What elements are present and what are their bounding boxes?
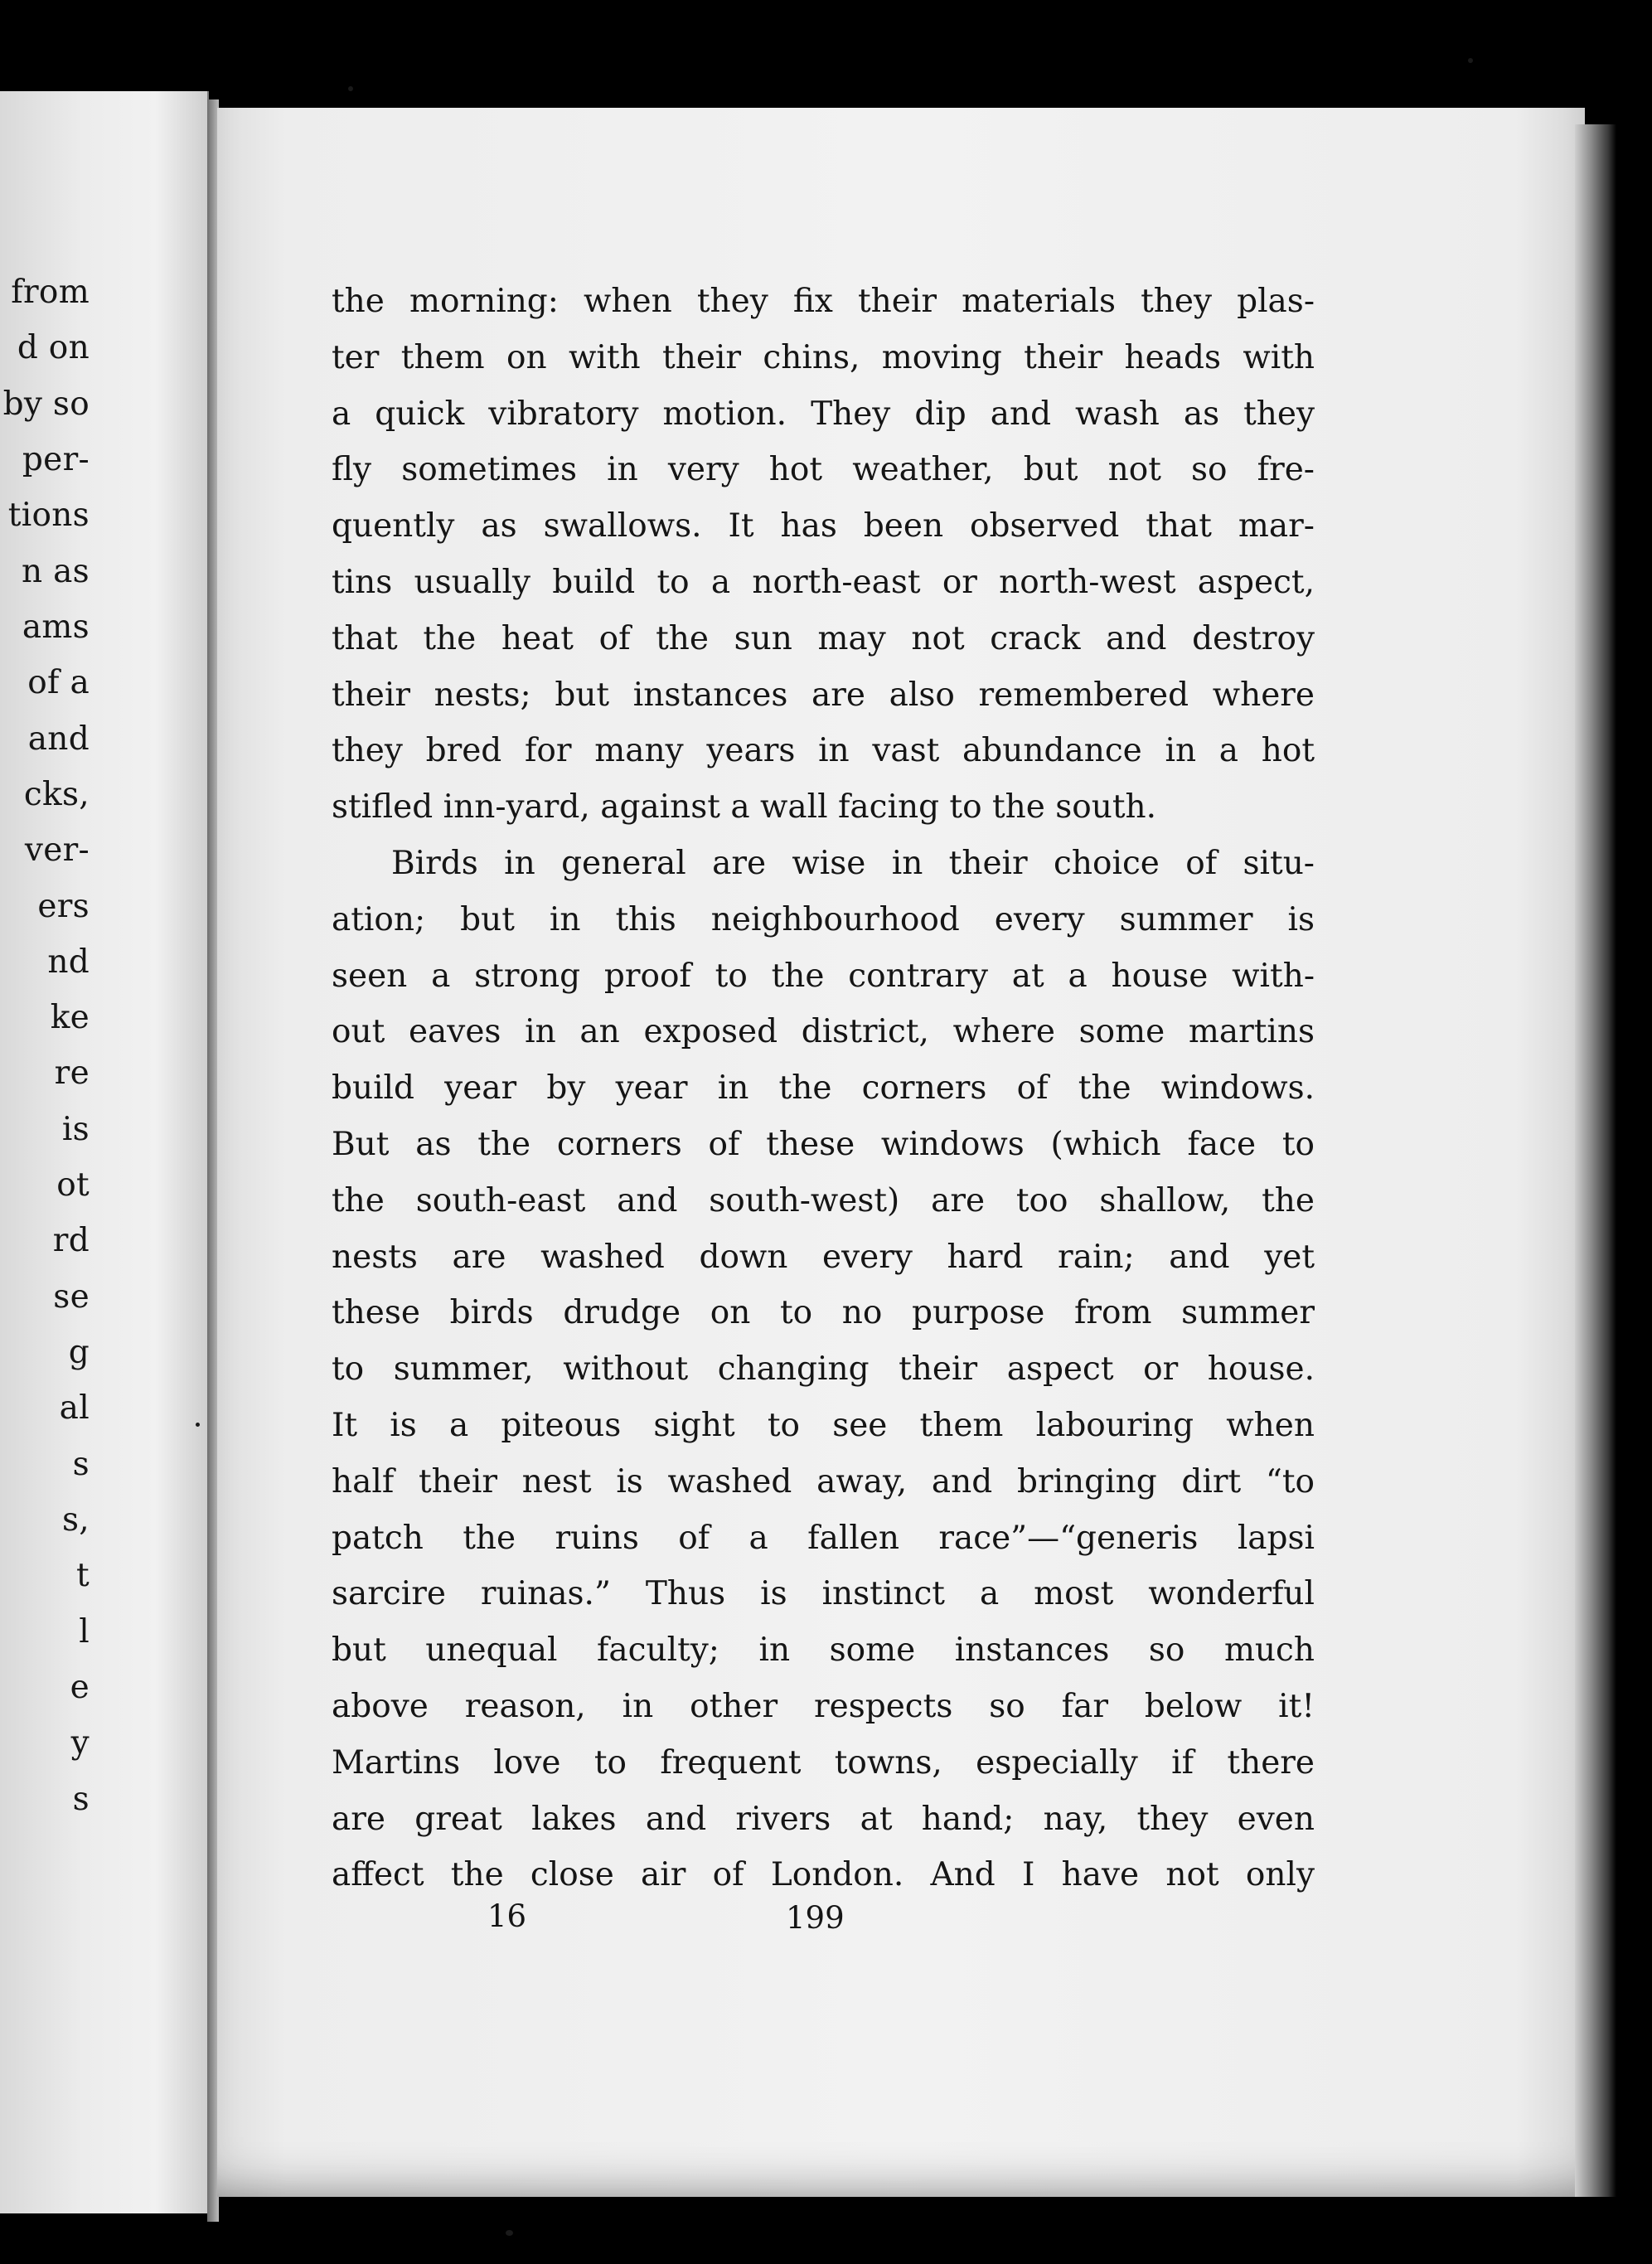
left-line-18: rd [52,1222,90,1259]
left-line-23: s, [61,1501,90,1539]
left-line-19: se [53,1278,90,1316]
left-line-5: tions [7,497,90,534]
text-line-20: to summer, without changing their aspect or house. [332,1350,1315,1389]
text-line-4: fly sometimes in very hot weather, but not so fre- [332,451,1315,489]
page-edge-shadow [1575,124,1616,2197]
left-line-10: cks, [23,776,90,813]
left-line-4: per- [22,441,90,478]
left-line-8: of a [27,664,90,701]
text-line-24: sarcire ruinas.” Thus is instinct a most wonderful [332,1575,1315,1613]
text-line-25: but unequal faculty; in some instances so much [332,1631,1315,1670]
left-line-15: re [54,1054,90,1092]
text-line-15: build year by year in the corners of the windows. [332,1069,1315,1108]
left-line-21: al [59,1389,90,1427]
text-line-12: ation; but in this neighbourhood every summer is [332,900,1315,938]
text-line-6: tins usually build to a north-east or north-west aspect, [332,563,1315,601]
left-line-28: s [72,1781,90,1818]
text-line-28: are great lakes and rivers at hand; nay, they even [332,1800,1315,1838]
scan-speck [506,2230,513,2236]
text-line-29: affect the close air of London. And I have not only [332,1856,1315,1894]
text-line-11: Birds in general are wise in their choice of situ- [391,844,1315,882]
left-line-7: ams [22,608,90,646]
text-line-5: quently as swallows. It has been observed that mar- [332,507,1315,545]
left-line-26: e [70,1669,90,1706]
text-line-17: the south-east and south-west) are too shallow, the [332,1181,1315,1219]
left-line-1: from [11,274,90,311]
text-line-27: Martins love to frequent towns, especially if there [332,1743,1315,1782]
left-line-13: nd [47,943,90,981]
text-line-8: their nests; but instances are also remembered where [332,676,1315,714]
text-line-21: It is a piteous sight to see them labouring when [332,1406,1315,1444]
left-line-3: by so [2,385,90,423]
left-line-25: l [79,1613,90,1651]
text-line-7: that the heat of the sun may not crack and destroy [332,619,1315,657]
page-body-text [332,274,1315,1903]
left-line-11: ver- [24,831,90,869]
text-line-3: a quick vibratory motion. They dip and wash as they [332,395,1315,433]
left-line-2: d on [17,329,90,366]
text-line-19: these birds drudge on to no purpose from summer [332,1294,1315,1332]
left-line-9: and [27,720,90,758]
text-line-23: patch the ruins of a fallen race”—“generis lapsi [332,1519,1315,1557]
text-line-2: ter them on with their chins, moving their heads with [332,338,1315,376]
page-number: 199 [786,1900,845,1936]
left-line-12: ers [37,888,90,925]
text-line-14: out eaves in an exposed district, where some martins [332,1013,1315,1051]
left-line-17: ot [56,1166,90,1204]
left-line-24: t [76,1557,90,1594]
previous-page-fragment [0,91,209,2213]
left-line-20: g [68,1334,90,1371]
text-line-26: above reason, in other respects so far below it! [332,1687,1315,1725]
text-line-9: they bred for many years in vast abundance in a hot [332,732,1315,770]
scan-speck [1468,58,1473,63]
left-line-27: y [70,1724,90,1762]
text-line-22: half their nest is washed away, and bringing dirt “to [332,1462,1315,1500]
text-line-1: the morning: when they fix their materials they plas- [332,283,1315,320]
signature-mark: 16 [487,1898,527,1934]
text-line-18: nests are washed down every hard rain; and yet [332,1238,1315,1276]
text-line-16: But as the corners of these windows (which face to [332,1125,1315,1163]
text-line-10: stifled inn-yard, against a wall facing to the south. [332,788,1157,827]
scan-speck [348,86,353,91]
scan-speck [196,1423,200,1427]
text-line-13: seen a strong proof to the contrary at a house with- [332,957,1315,995]
left-line-16: is [61,1111,90,1148]
left-line-6: n as [22,553,90,590]
left-line-22: s [72,1446,90,1483]
left-line-14: ke [50,999,90,1036]
